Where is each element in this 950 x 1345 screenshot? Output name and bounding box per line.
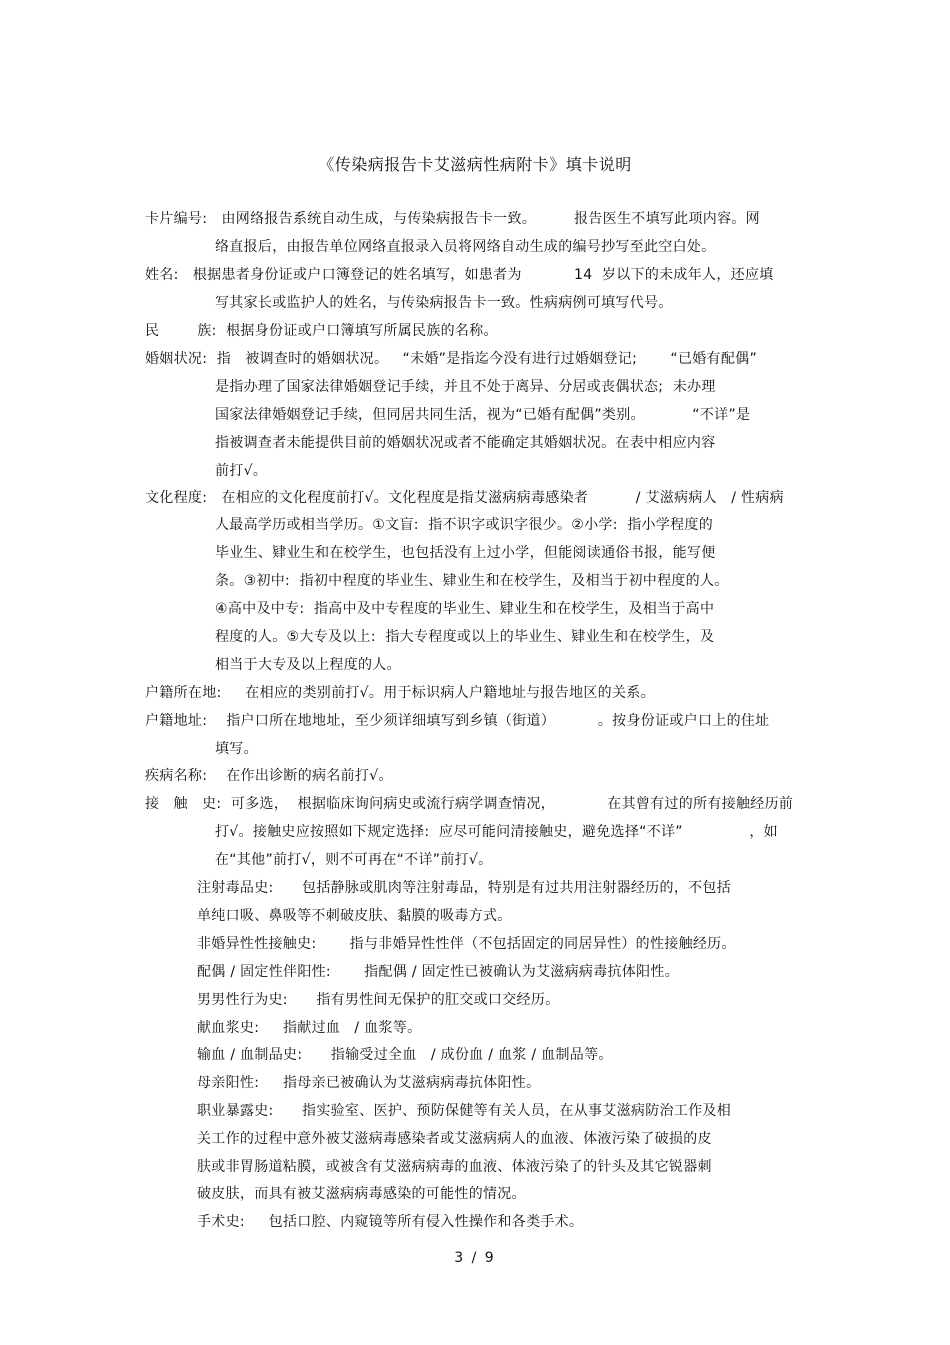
- text-line: 毕业生、肄业生和在校学生，也包括没有上过小学，但能阅读通俗书报，能写便: [215, 545, 716, 561]
- text-line: 肤或非胃肠道粘膜，或被含有艾滋病病毒的血液、体液污染了的针头及其它锐器刺: [197, 1159, 712, 1175]
- text-line: 卡片编号: 由网络报告系统自动生成，与传染病报告卡一致。 报告医生不填写此项内容。网: [145, 211, 760, 227]
- text-line: 文化程度: 在相应的文化程度前打√。文化程度是指艾滋病病毒感染者 / 艾滋病病人 / 性病病: [145, 490, 784, 506]
- text-line: 程度的人。⑤大专及以上: 指大专程度或以上的毕业生、肄业生和在校学生，及: [215, 629, 715, 645]
- text-line: ④高中及中专: 指高中及中专程度的毕业生、肄业生和在校学生，及相当于高中: [215, 601, 715, 617]
- text-line: 手术史: 包括口腔、内窥镜等所有侵入性操作和各类手术。: [197, 1214, 584, 1230]
- text-line: 打√。接触史应按照如下规定选择: 应尽可能问清接触史，避免选择“不详” ，如: [215, 824, 778, 840]
- text-line: 注射毒品史: 包括静脉或肌肉等注射毒品，特别是有过共用注射器经历的，不包括: [197, 880, 732, 896]
- text-line: 接 触 史: 可多选， 根据临床询问病史或流行病学调查情况， 在其曾有过的所有接触经历前: [145, 796, 794, 812]
- document-title: 《传染病报告卡艾滋病性病附卡》填卡说明: [318, 155, 632, 174]
- text-line: 职业暴露史: 指实验室、医护、预防保健等有关人员，在从事艾滋病防治工作及相: [197, 1103, 732, 1119]
- text-line: 是指办理了国家法律婚姻登记手续，并且不处于离异、分居或丧偶状态; 未办理: [215, 379, 716, 395]
- text-line: 户籍地址: 指户口所在地地址，至少须详细填写到乡镇（街道） 。按身份证或户口上的住址: [145, 713, 770, 729]
- text-line: 相当于大专及以上程度的人。: [215, 657, 401, 673]
- text-line: 疾病名称: 在作出诊断的病名前打√。: [145, 768, 393, 784]
- text-line: 前打√。: [215, 463, 268, 479]
- text-line: 非婚异性性接触史: 指与非婚异性性伴（不包括固定的同居异性）的性接触经历。: [197, 936, 736, 952]
- page-number: 3 / 9: [454, 1250, 496, 1266]
- text-line: 献血浆史: 指献过血 / 血浆等。: [197, 1020, 422, 1036]
- text-line: 户籍所在地: 在相应的类别前打√。用于标识病人户籍地址与报告地区的关系。: [145, 685, 655, 701]
- text-line: 男男性行为史: 指有男性间无保护的肛交或口交经历。: [197, 992, 560, 1008]
- text-line: 配偶 / 固定性伴阳性: 指配偶 / 固定性已被确认为艾滋病病毒抗体阳性。: [197, 964, 680, 980]
- text-line: 婚姻状况: 指 被调查时的婚姻状况。 “未婚”是指迄今没有进行过婚姻登记; “已婚有配偶”: [145, 351, 757, 367]
- text-line: 母亲阳性: 指母亲已被确认为艾滋病病毒抗体阳性。: [197, 1075, 541, 1091]
- text-line: 人最高学历或相当学历。①文盲: 指不识字或识字很少。②小学: 指小学程度的: [215, 517, 714, 533]
- text-line: 条。③初中: 指初中程度的毕业生、肄业生和在校学生，及相当于初中程度的人。: [215, 573, 729, 589]
- text-line: 输血 / 血制品史: 指输受过全血 / 成份血 / 血浆 / 血制品等。: [197, 1047, 613, 1063]
- text-line: 写其家长或监护人的姓名，与传染病报告卡一致。性病病例可填写代号。: [215, 295, 673, 311]
- text-line: 在“其他”前打√，则不可再在“不详”前打√。: [215, 852, 493, 868]
- text-line: 络直报后，由报告单位网络直报录入员将网络自动生成的编号抄写至此空白处。: [215, 239, 716, 255]
- text-line: 国家法律婚姻登记手续，但同居共同生活，视为“已婚有配偶”类别。 “不详”是: [215, 407, 751, 423]
- text-line: 民 族: 根据身份证或户口簿填写所属民族的名称。: [145, 323, 498, 339]
- text-line: 关工作的过程中意外被艾滋病毒感染者或艾滋病病人的血液、体液污染了破损的皮: [197, 1131, 712, 1147]
- text-line: 填写。: [215, 741, 258, 757]
- text-line: 破皮肤，而具有被艾滋病病毒感染的可能性的情况。: [197, 1186, 526, 1202]
- text-line: 单纯口吸、鼻吸等不刺破皮肤、黏膜的吸毒方式。: [197, 908, 512, 924]
- text-line: 指被调查者未能提供目前的婚姻状况或者不能确定其婚姻状况。在表中相应内容: [215, 435, 716, 451]
- text-line: 姓名: 根据患者身份证或户口簿登记的姓名填写，如患者为 14 岁以下的未成年人，还应填: [145, 267, 774, 283]
